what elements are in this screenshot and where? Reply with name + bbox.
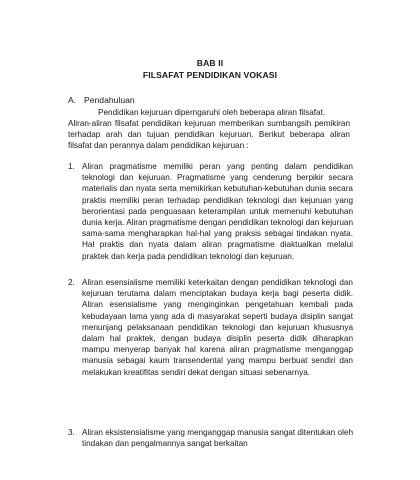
- list-item-text: Aliran pragmatisme memiliki peran yang penting dalam pendidikan teknologi dan kejuruan. Pragmatisme yang cenderung berpikir secara materialis dan nyata serta memikirkan kebutuhan-kebutuhan dunia secara praktis memiliki peran terhadap pendidikan teknologi dan kejuruan yang berorientasi pada penguasaan keterampilan untuk memenuhi kebutuhan dunia kerja. Aliran pragmatisme dengan pendidikan teknologi dan kejuruan sama-sama mengharapkan hal-hal yang praksis sebagai tindakan nyata. Hal praktis dan nyata dalam aliran pragmatisme diaktualkan melalui praktek dan kerja pada pendidikan teknologi dan kejuruan.: [82, 162, 353, 261]
- intro-paragraph-first-line: Pendidikan kejuruan diperngaruhi oleh beberapa aliran filsafat.: [98, 108, 326, 117]
- list-item-number: 3.: [68, 428, 75, 437]
- list-item: [68, 161, 353, 262]
- list-item-number: 1.: [68, 162, 75, 171]
- list-item: [68, 427, 353, 449]
- chapter-title: FILSAFAT PENDIDIKAN VOKASI: [142, 70, 278, 80]
- list-item-text: Aliran esensialisme memiliki keterkaitan dengan pendidikan teknologi dan kejuruan terutama dalam menciptakan budaya kerja bagi peserta didik. Aliran esensialisme yang menginginkan pengetahuan kembali pada kebudayaan lama yang ada di masyarakat seperti budaya disiplin sangat menunjang pelaksanaan pendidikan teknologi dan kejuruan khususnya dalam hal praktek, dengan budaya disiplin peserta didik diharapkan mampu menyerap banyak hal karena aliran pragmatisme menganggap manusia sebagai kaum transendental yang mampu berbuat sendiri dan melakukan kreatifitas sendiri dekat dengan situasi sebenarnya.: [82, 278, 353, 377]
- section-heading: [68, 95, 135, 106]
- list-item: [68, 277, 353, 378]
- intro-paragraph: Aliran-aliran filsafat pendidikan kejuruan memberikan sumbangsih pemikiran terhadap arah dan tujuan pendidikan kejuruan. Berikut beberapa aliran filsafat dan perannya dalam pendidikan kejuruan :: [68, 119, 350, 151]
- list-item-number: 2.: [68, 278, 75, 287]
- chapter-heading: BAB II: [196, 58, 224, 68]
- section-title: Pendahuluan: [84, 95, 135, 105]
- section-number: A.: [68, 95, 77, 105]
- list-item-text: Aliran eksistensialisme yang menganggap manusia sangat ditentukan oleh tindakan dan pengalmannya sangat berkaitan: [82, 428, 353, 449]
